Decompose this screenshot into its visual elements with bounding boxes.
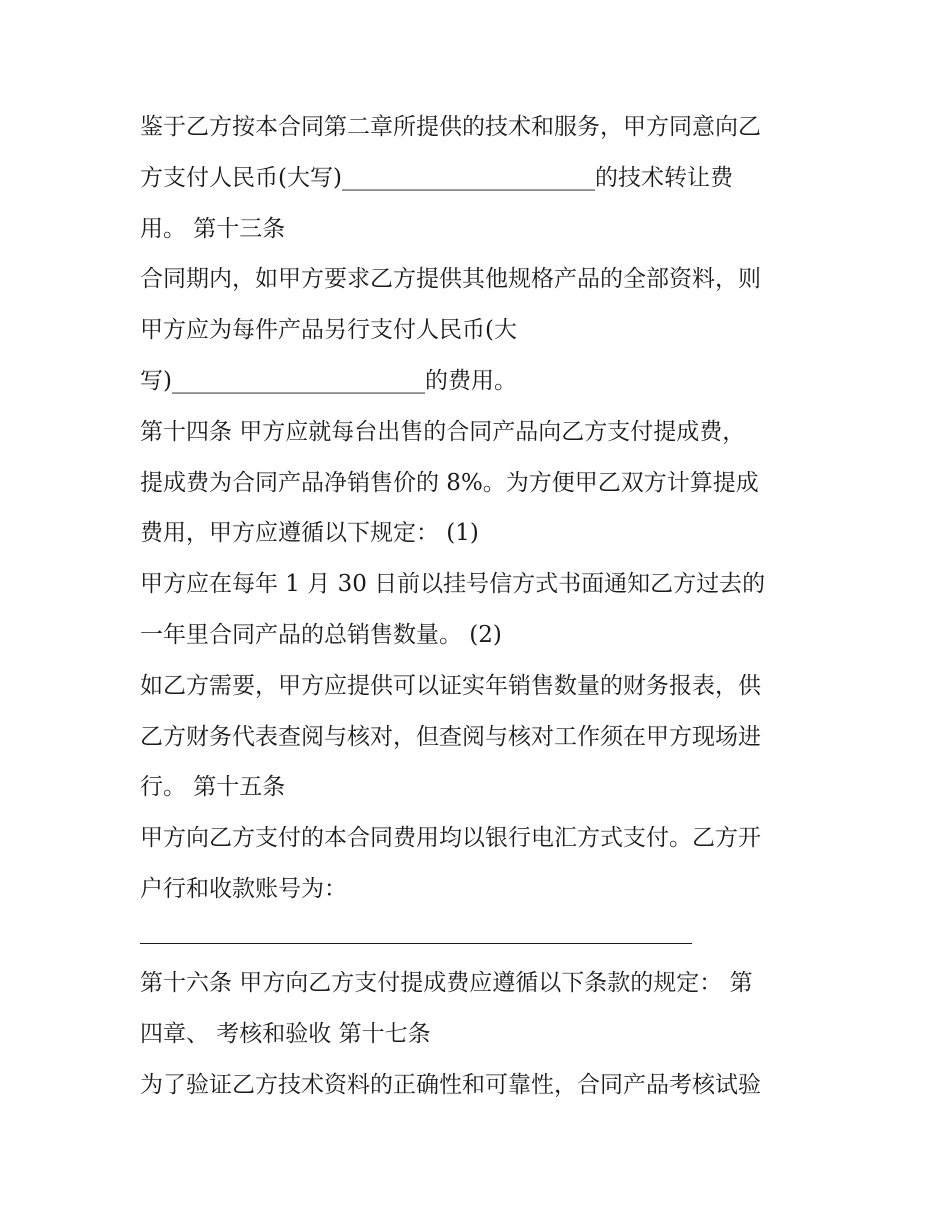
text-line: 乙方财务代表查阅与核对，但查阅与核对工作须在甲方现场进 — [140, 723, 761, 750]
text-line: 费用，甲方应遵循以下规定： (1) — [140, 520, 479, 547]
contract-text-block — [140, 102, 830, 915]
text-line: 甲方应为每件产品另行支付人民币(大 — [140, 317, 517, 344]
text-line: 第十六条 甲方向乙方支付提成费应遵循以下条款的规定： 第 — [140, 970, 753, 996]
account-number-blank-line — [140, 943, 692, 944]
text-line: 如乙方需要，甲方应提供可以证实年销售数量的财务报表，供 — [140, 672, 761, 699]
text-line: 户行和收款账号为： — [140, 875, 347, 902]
text-line: 甲方向乙方支付的本合同费用均以银行电汇方式支付。乙方开 — [140, 825, 761, 852]
text-line: 鉴于乙方按本合同第二章所提供的技术和服务，甲方同意向乙 — [140, 114, 761, 140]
text-line: 用。 第十三条 — [140, 215, 286, 242]
text-line: 一年里合同产品的总销售数量。 (2) — [140, 621, 502, 648]
text-line: 四章、 考核和验收 第十七条 — [140, 1020, 431, 1047]
text-line: 行。 第十五条 — [140, 774, 286, 801]
text-line: 为了验证乙方技术资料的正确性和可靠性，合同产品考核试验 — [140, 1071, 761, 1098]
text-line: 提成费为合同产品净销售价的 8%。为方便甲乙双方计算提成 — [140, 469, 759, 496]
text-line: 甲方应在每年 1 月 30 日前以挂号信方式书面通知乙方过去的 — [140, 571, 766, 598]
text-line: 写)______________________的费用。 — [140, 367, 517, 394]
text-line: 方支付人民币(大写)______________________的技术转让费 — [140, 164, 733, 191]
text-line: 第十四条 甲方应就每台出售的合同产品向乙方支付提成费， — [140, 418, 746, 445]
text-line: 合同期内，如甲方要求乙方提供其他规格产品的全部资料，则 — [140, 266, 761, 293]
contract-text-block-continued — [140, 958, 830, 1110]
